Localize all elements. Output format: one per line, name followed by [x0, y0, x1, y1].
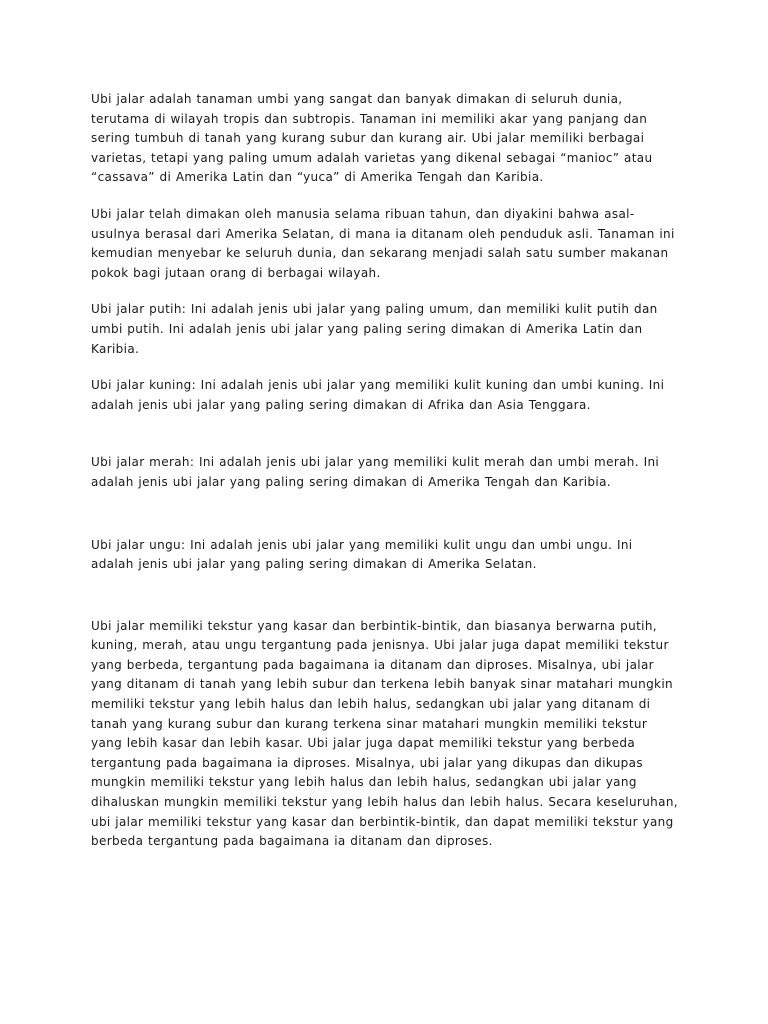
document-body — [91, 90, 679, 852]
paragraph-yellow-variety: Ubi jalar kuning: Ini adalah jenis ubi jalar yang memiliki kulit kuning dan umbi kuning. Ini adalah jenis ubi jalar yang paling sering dimakan di Afrika dan Asia Tenggara. — [91, 378, 665, 412]
paragraph-purple-variety: Ubi jalar ungu: Ini adalah jenis ubi jalar yang memiliki kulit ungu dan umbi ungu. Ini adalah jenis ubi jalar yang paling sering dimakan di Amerika Selatan. — [91, 537, 633, 572]
paragraph-red-variety: Ubi jalar merah: Ini adalah jenis ubi jalar yang memiliki kulit merah dan umbi merah. Ini adalah jenis ubi jalar yang paling sering dimakan di Amerika Tengah dan Karibia. — [91, 455, 660, 489]
paragraph-history: Ubi jalar telah dimakan oleh manusia selama ribuan tahun, dan diyakini bahwa asal-usulnya berasal dari Amerika Selatan, di mana ia ditanam oleh penduduk asli. Tanaman ini kemudian menyebar ke seluruh dunia, dan sekarang menjadi salah satu sumber makanan pokok bagi jutaan orang di berbagai wilayah. — [91, 206, 675, 280]
paragraph-texture: Ubi jalar memiliki tekstur yang kasar dan berbintik-bintik, dan biasanya berwarna putih, kuning, merah, atau ungu tergantung pada jenisnya. Ubi jalar juga dapat memiliki tekstur yang berbeda, tergantung pada bagaimana ia ditanam dan diproses. Misalnya, ubi jalar yang ditanam di tanah yang lebih subur dan terkena lebih banyak sinar matahari mungkin memiliki tekstur yang lebih halus dan lebih halus, sedangkan ubi jalar yang ditanam di tanah yang kurang subur dan kurang terkena sinar matahari mungkin memiliki tekstur yang lebih kasar dan lebih kasar. Ubi jalar juga dapat memiliki tekstur yang berbeda tergantung pada bagaimana ia diproses. Misalnya, ubi jalar yang dikupas dan dikupas mungkin memiliki tekstur yang lebih halus dan lebih halus, sedangkan ubi jalar yang dihaluskan mungkin memiliki tekstur yang lebih halus dan lebih halus. Secara keseluruhan, ubi jalar memiliki tekstur yang kasar dan berbintik-bintik, dan dapat memiliki tekstur yang berbeda tergantung pada bagaimana ia ditanam dan diproses. — [91, 618, 678, 849]
paragraph-white-variety: Ubi jalar putih: Ini adalah jenis ubi jalar yang paling umum, dan memiliki kulit putih dan umbi putih. Ini adalah jenis ubi jalar yang paling sering dimakan di Amerika Latin dan Karibia. — [91, 302, 658, 356]
paragraph-intro: Ubi jalar adalah tanaman umbi yang sangat dan banyak dimakan di seluruh dunia, terutama di wilayah tropis dan subtropis. Tanaman ini memiliki akar yang panjang dan sering tumbuh di tanah yang kurang subur dan kurang air. Ubi jalar memiliki berbagai varietas, tetapi yang paling umum adalah varietas yang dikenal sebagai “manioc” atau “cassava” di Amerika Latin dan “yuca” di Amerika Tengah dan Karibia. — [91, 92, 653, 185]
